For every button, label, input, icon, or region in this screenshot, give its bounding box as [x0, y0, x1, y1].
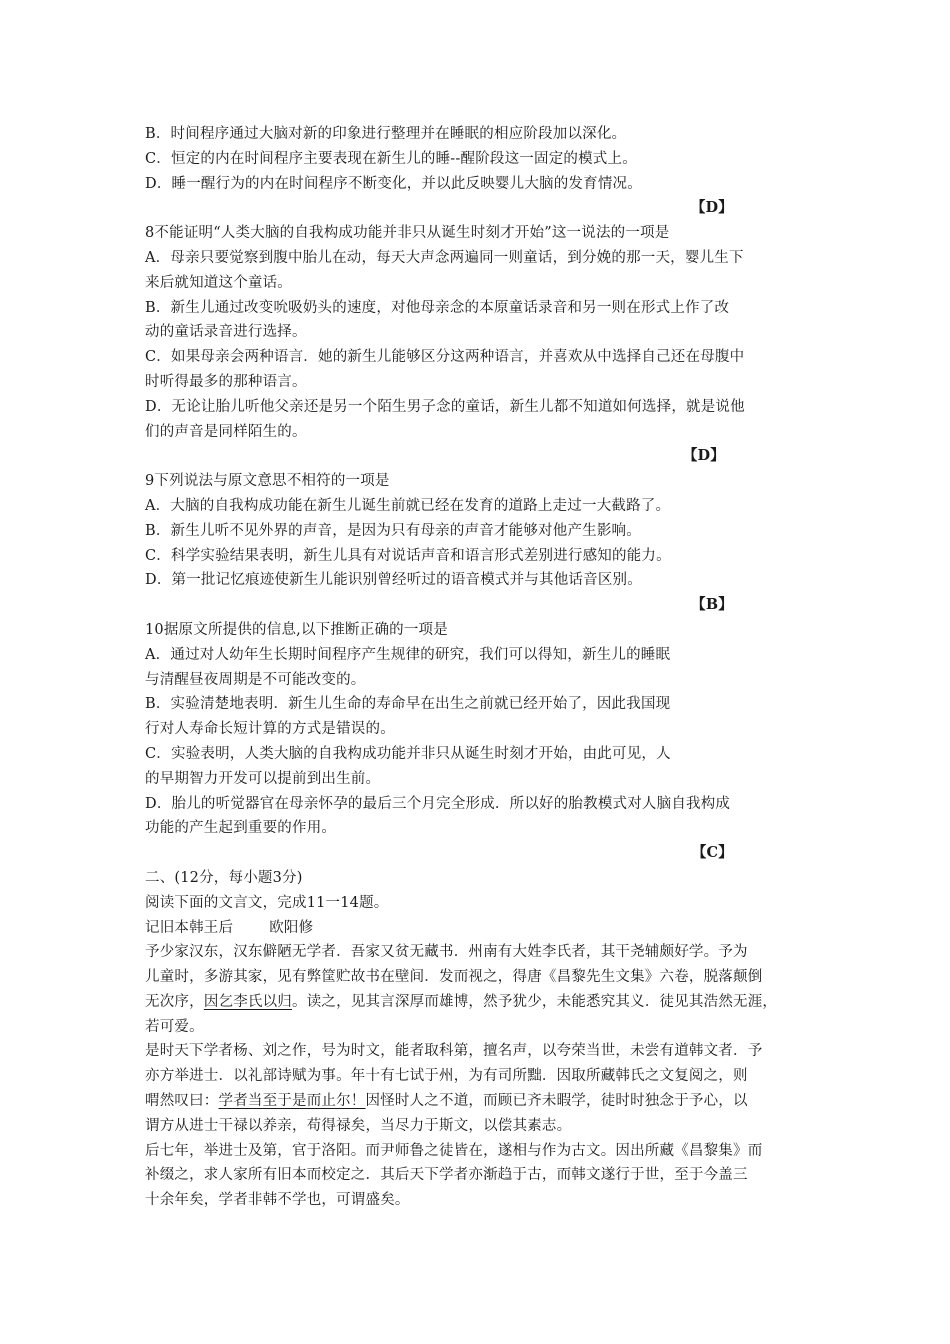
- q10-option-b-line2: 行对人寿命长短计算的方式是错误的。: [145, 721, 395, 738]
- q10-option-c-line2: 的早期智力开发可以提前到出生前。: [145, 770, 381, 787]
- passage-title-line: [145, 916, 815, 941]
- passage-author: 欧阳修: [269, 919, 314, 936]
- q8-option-c-line2: 时听得最多的那种语言。: [145, 373, 307, 390]
- q9-option-a: A．大脑的自我构成功能在新生儿诞生前就已经在发育的道路上走过一大截路了。: [145, 497, 671, 514]
- q7-option-c: C．恒定的内在时间程序主要表现在新生儿的睡--醒阶段这一固定的模式上。: [145, 150, 637, 167]
- q10-option-a-line1: A．通过对人幼年生长期时间程序产生规律的研究，我们可以得知，新生儿的睡眠: [145, 646, 671, 663]
- passage-p2-line4: 谓方从进士干禄以养亲，苟得禄矣，当尽力于斯文，以偿其素志。: [145, 1117, 572, 1134]
- q8-option-a-line1: A．母亲只要觉察到腹中胎儿在动，每天大声念两遍同一则童话，到分娩的那一天，婴儿生下: [145, 249, 744, 266]
- underlined-phrase-2: 学者当至于是而止尔！: [218, 1093, 366, 1110]
- q9-answer: 【B】: [691, 596, 733, 614]
- passage-p1-line1: 予少家汉东，汉东僻陋无学者．吾家又贫无藏书．州南有大姓李氏者，其干尧辅颇好学。予为: [145, 944, 748, 961]
- passage-p2-line1: 是时天下学者杨、刘之作，号为时文，能者取科第，擅名声，以夸荣当世，未尝有道韩文者．予: [145, 1043, 763, 1060]
- q8-option-d-line2: 们的声音是同样陌生的。: [145, 423, 307, 440]
- passage-p2-line2: 亦方举进士．以礼部诗赋为事。年十有七试于州，为有司所黜．因取所藏韩氏之文复阅之，则: [145, 1068, 748, 1085]
- passage-p2-line3: [145, 1089, 815, 1114]
- passage-p1-line3-end: 。读之，见其言深厚而雄博，然予犹少，未能悉究其义．徒见其浩然无涯，: [292, 993, 778, 1010]
- q9-option-d: D．第一批记忆痕迹使新生儿能识别曾经听过的语音模式并与其他话音区别。: [145, 572, 642, 589]
- passage-p3-line3: 十余年矣，学者非韩不学也，可谓盛矣。: [145, 1192, 410, 1209]
- q8-option-a-line2: 来后就知道这个童话。: [145, 274, 292, 291]
- passage-p2-line3-start: 喟然叹曰：: [145, 1093, 219, 1110]
- q10-option-d-line2: 功能的产生起到重要的作用。: [145, 820, 337, 837]
- q7-answer: 【D】: [690, 199, 733, 217]
- section2-instruction: 阅读下面的文言文，完成11一14题。: [145, 894, 389, 911]
- q8-option-b-line2: 动的童话录音进行选择。: [145, 324, 307, 341]
- passage-p1-line4: 若可爱。: [145, 1018, 204, 1035]
- document-page: [145, 122, 815, 1213]
- passage-p3-line2: 补缀之，求人家所有旧本而校定之．其后天下学者亦渐趋于古，而韩文遂行于世，至于今盖三: [145, 1167, 748, 1184]
- passage-p1-line3-start: 无次序，: [145, 993, 204, 1010]
- q7-option-d: D．睡一醒行为的内在时间程序不断变化，并以此反映婴儿大脑的发育情况。: [145, 175, 642, 192]
- q7-option-b: B．时间程序通过大脑对新的印象进行整理并在睡眠的相应阶段加以深化。: [145, 126, 627, 142]
- q9-option-b: B．新生儿听不见外界的声音，是因为只有母亲的声音才能够对他产生影响。: [145, 522, 641, 539]
- passage-title: 记旧本韩王后: [145, 919, 234, 936]
- q10-option-a-line2: 与清醒昼夜周期是不可能改变的。: [145, 671, 366, 688]
- q8-option-b-line1: B．新生儿通过改变吮吸奶头的速度，对他母亲念的本原童话录音和另一则在形式上作了改: [145, 299, 730, 316]
- passage-p3-line1: 后七年，举进士及第，官于洛阳。而尹师鲁之徒皆在，遂相与作为古文。因出所藏《昌黎集》而: [145, 1142, 763, 1159]
- q8-stem: 8不能证明“人类大脑的自我构成功能并非只从诞生时刻才开始”这一说法的一项是: [145, 225, 670, 242]
- q9-stem: 9下列说法与原文意思不相符的一项是: [145, 473, 390, 490]
- q10-option-d-line1: D．胎儿的听觉器官在母亲怀孕的最后三个月完全形成．所以好的胎教模式对人脑自我构成: [145, 795, 731, 812]
- passage-p2-line3-end: 因怪时人之不道，而顾已齐未暇学，徒时时独念于予心，以: [365, 1093, 748, 1110]
- section2-heading: 二、(12分，每小题3分): [145, 869, 303, 886]
- q10-option-c-line1: C．实验表明，人类大脑的自我构成功能并非只从诞生时刻才开始，由此可见，人: [145, 745, 671, 762]
- q8-option-c-line1: C．如果母亲会两种语言．她的新生儿能够区分这两种语言，并喜欢从中选择自己还在母腹中: [145, 349, 745, 366]
- q8-answer: 【D】: [682, 447, 725, 465]
- q8-option-d-line1: D．无论让胎儿听他父亲还是另一个陌生男子念的童话，新生儿都不知道如何选择，就是说他: [145, 398, 745, 415]
- q10-stem: 10据原文所提供的信息,以下推断正确的一项是: [145, 621, 448, 638]
- passage-p1-line2: 儿童时，多游其家，见有弊筐贮故书在壁间．发而视之，得唐《昌黎先生文集》六卷，脱落颠倒: [145, 969, 763, 986]
- q10-option-b-line1: B．实验清楚地表明．新生儿生命的寿命早在出生之前就已经开始了，因此我国现: [145, 696, 671, 713]
- underlined-phrase-1: 因乞李氏以归: [203, 993, 293, 1010]
- q9-option-c: C．科学实验结果表明，新生儿具有对说话声音和语言形式差别进行感知的能力。: [145, 547, 671, 564]
- passage-p1-line3: [145, 990, 815, 1015]
- q10-answer: 【C】: [691, 844, 733, 862]
